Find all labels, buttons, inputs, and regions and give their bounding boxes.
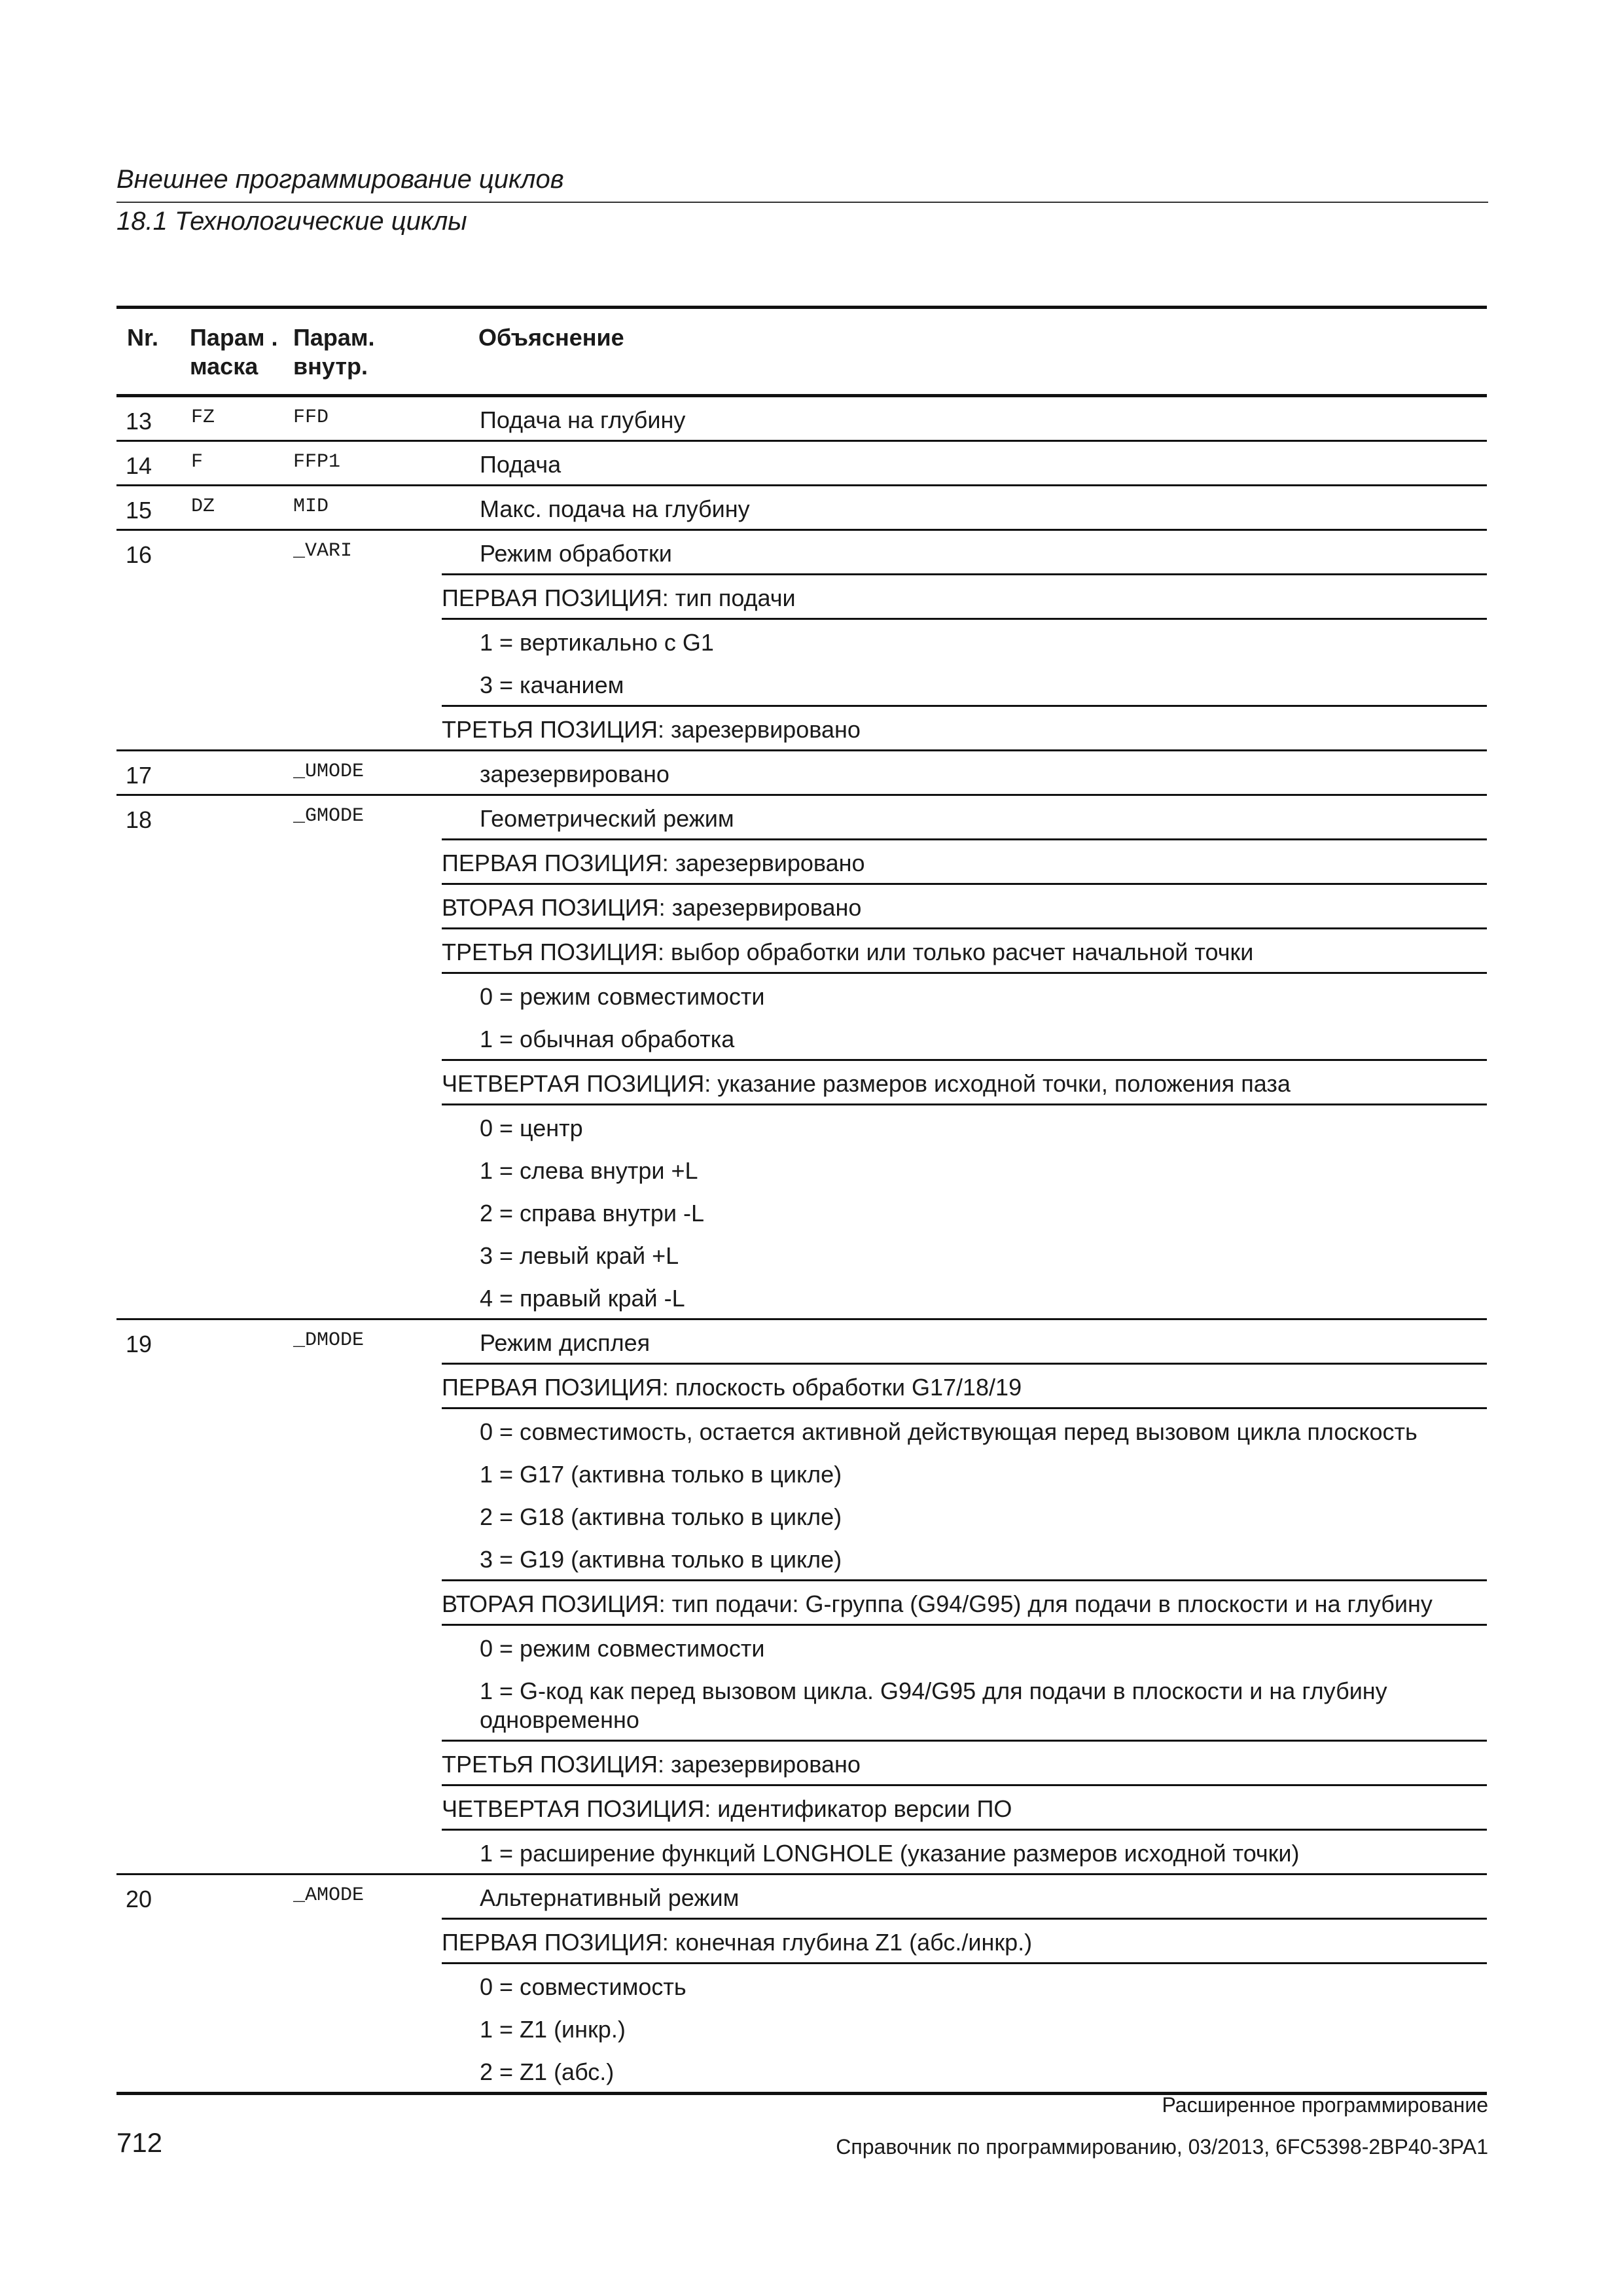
- cell-internal-param: FFD: [293, 406, 329, 429]
- value-option: 0 = совместимость: [442, 1962, 1487, 2007]
- cell-mask-param: [190, 1875, 293, 2092]
- page-number: 712: [116, 2127, 163, 2158]
- explanation-title: Режим обработки: [480, 540, 672, 567]
- table-row: [116, 531, 1487, 751]
- cell-mask-param: FZ: [191, 406, 215, 429]
- position-heading: ВТОРАЯ ПОЗИЦИЯ: зарезервировано: [442, 883, 1487, 927]
- cell-internal-param: _DMODE: [293, 1329, 365, 1352]
- cell-mask-param: DZ: [191, 495, 215, 518]
- value-option: 0 = центр: [442, 1103, 1487, 1148]
- value-option: 2 = справа внутри -L: [480, 1200, 704, 1227]
- position-heading: ТРЕТЬЯ ПОЗИЦИЯ: зарезервировано: [442, 1740, 1487, 1784]
- column-header-nr: Nr.: [127, 324, 159, 351]
- cell-nr: 20: [126, 1886, 152, 1912]
- table-row: [116, 397, 1487, 442]
- position-heading: ПЕРВАЯ ПОЗИЦИЯ: конечная глубина Z1 (абс./инкр.): [442, 1918, 1487, 1962]
- cell-mask-param: [190, 531, 293, 749]
- position-heading: ВТОРАЯ ПОЗИЦИЯ: тип подачи: G-группа (G94/G95) для подачи в плоскости и на глубину: [442, 1579, 1487, 1624]
- table-row: [116, 751, 1487, 796]
- explanation-title: Подача на глубину: [480, 406, 686, 433]
- cell-explanation: [442, 796, 1487, 1318]
- cell-nr: 14: [126, 452, 152, 479]
- cell-internal-param: FFP1: [293, 451, 341, 473]
- table-row: [116, 442, 1487, 486]
- explanation-title: Геометрический режим: [480, 805, 734, 832]
- position-heading: ЧЕТВЕРТАЯ ПОЗИЦИЯ: указание размеров исходной точки, положения паза: [442, 1059, 1487, 1103]
- footer-doc-title: Расширенное программирование: [1162, 2093, 1488, 2117]
- parameter-table: [116, 306, 1487, 2095]
- header-divider: [116, 202, 1488, 203]
- column-header-explanation: Объяснение: [478, 324, 624, 351]
- cell-nr: 15: [126, 497, 152, 524]
- table-row: [116, 796, 1487, 1320]
- cell-explanation: [442, 751, 1487, 794]
- cell-mask-param: [190, 751, 293, 794]
- cell-explanation: [442, 397, 1487, 440]
- value-option: 1 = вертикально с G1: [442, 618, 1487, 662]
- value-option: 3 = качанием: [480, 672, 624, 698]
- cell-internal-param: _VARI: [293, 540, 353, 562]
- footer-doc-reference: Справочник по программированию, 03/2013, 6FC5398-2BP40-3PA1: [836, 2135, 1488, 2159]
- position-heading: ТРЕТЬЯ ПОЗИЦИЯ: выбор обработки или только расчет начальной точки: [442, 927, 1487, 972]
- cell-nr: 13: [126, 408, 152, 435]
- position-heading: ПЕРВАЯ ПОЗИЦИЯ: зарезервировано: [442, 838, 1487, 883]
- cell-explanation: [442, 1875, 1487, 2092]
- table-row: [116, 486, 1487, 531]
- value-option: 0 = режим совместимости: [442, 1624, 1487, 1668]
- explanation-title: Макс. подача на глубину: [480, 495, 750, 522]
- cell-explanation: [442, 442, 1487, 484]
- explanation-title: Подача: [480, 451, 562, 478]
- cell-nr: 16: [126, 541, 152, 568]
- table-row: [116, 1320, 1487, 1875]
- cell-internal-param: _GMODE: [293, 805, 365, 827]
- explanation-title: зарезервировано: [480, 761, 669, 787]
- table-row: [116, 1875, 1487, 2095]
- value-option: 0 = режим совместимости: [442, 972, 1487, 1016]
- running-header-section: 18.1 Технологические циклы: [116, 207, 467, 236]
- value-option: 1 = обычная обработка: [480, 1026, 735, 1052]
- explanation-title: Режим дисплея: [480, 1329, 651, 1356]
- value-option: 2 = G18 (активна только в цикле): [480, 1503, 842, 1530]
- cell-mask-param: [190, 796, 293, 1318]
- position-heading: ЧЕТВЕРТАЯ ПОЗИЦИЯ: идентификатор версии ПО: [442, 1784, 1487, 1829]
- cell-internal-param: _UMODE: [293, 761, 365, 783]
- position-heading: ПЕРВАЯ ПОЗИЦИЯ: тип подачи: [442, 573, 1487, 618]
- value-option: 1 = слева внутри +L: [480, 1157, 698, 1184]
- position-heading: ПЕРВАЯ ПОЗИЦИЯ: плоскость обработки G17/18/19: [442, 1363, 1487, 1407]
- position-heading: ТРЕТЬЯ ПОЗИЦИЯ: зарезервировано: [442, 705, 1487, 749]
- cell-nr: 19: [126, 1331, 152, 1357]
- cell-internal-param: _AMODE: [293, 1884, 365, 1907]
- value-option: 3 = левый край +L: [480, 1242, 679, 1269]
- cell-nr: 18: [126, 806, 152, 833]
- cell-mask-param: F: [191, 451, 204, 473]
- table-body: [116, 397, 1487, 2095]
- value-option: 3 = G19 (активна только в цикле): [480, 1546, 842, 1573]
- cell-explanation: [442, 1320, 1487, 1873]
- value-option: 0 = совместимость, остается активной действующая перед вызовом цикла плоскость: [442, 1407, 1487, 1452]
- cell-internal-param: MID: [293, 495, 329, 518]
- cell-mask-param: [190, 1320, 293, 1873]
- cell-explanation: [442, 486, 1487, 529]
- value-option: 4 = правый край -L: [480, 1285, 685, 1312]
- value-option: 1 = G-код как перед вызовом цикла. G94/G95 для подачи в плоскости и на глубину одновременно: [480, 1677, 1387, 1733]
- value-option: 1 = G17 (активна только в цикле): [480, 1461, 842, 1488]
- value-option: 1 = расширение функций LONGHOLE (указание размеров исходной точки): [442, 1829, 1487, 1873]
- cell-nr: 17: [126, 762, 152, 789]
- cell-explanation: [442, 531, 1487, 749]
- table-header: [116, 309, 1487, 397]
- value-option: 1 = Z1 (инкр.): [480, 2016, 626, 2043]
- column-header-internal-param: Парам. внутр.: [293, 324, 375, 380]
- running-header-title: Внешнее программирование циклов: [116, 165, 564, 194]
- explanation-title: Альтернативный режим: [480, 1884, 740, 1911]
- column-header-mask-param: Парам . маска: [190, 324, 278, 380]
- value-option: 2 = Z1 (абс.): [480, 2058, 615, 2085]
